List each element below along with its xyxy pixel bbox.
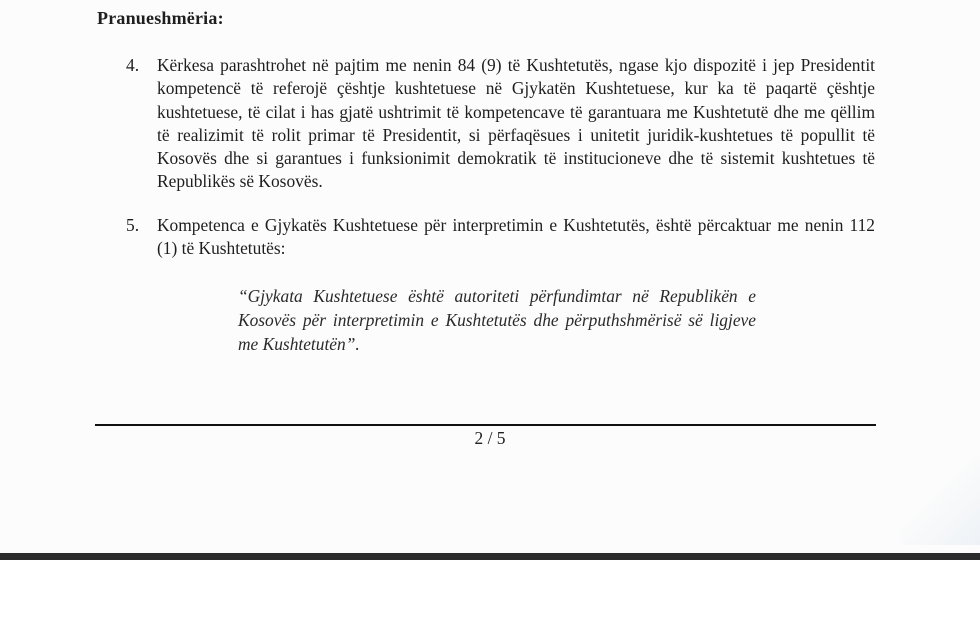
section-heading: Pranueshmëria: — [97, 8, 224, 28]
paragraph-number: 5. — [126, 215, 140, 235]
block-quote: “Gjykata Kushtetuese është autoriteti përfundimtar në Republikën e Kosovës për interpretimin e Kushtetutës dhe përputhshmërisë së ligjeve me Kushtetutën”. — [238, 286, 756, 354]
paragraph-number: 4. — [126, 55, 140, 75]
scan-shadow — [900, 455, 980, 545]
numbered-paragraph-4 — [126, 54, 875, 194]
paragraph-text: Kompetenca e Gjykatës Kushtetuese për interpretimin e Kushtetutës, është përcaktuar me nenin 112 (1) të Kushtetutës: — [157, 215, 875, 259]
footer-divider — [95, 424, 876, 426]
numbered-paragraph-5 — [126, 214, 875, 261]
page-number: 2 / 5 — [474, 428, 506, 448]
paragraph-text: Kërkesa parashtrohet në pajtim me nenin 84 (9) të Kushtetutës, ngase kjo dispozitë i jep Presidentit kompetencë të referojë çështje kushtetuese në Gjykatën Kushtetuese, kur ka të paqartë çështje kushtetuese, të cilat i has gjatë ushtrimit të kompetencave të garantuara me Kushtetutë dhe me qëllim të realizimit të rolit primar të Presidentit, si përfaqësues i unitetit juridik-kushtetues të popullit të Kosovës dhe si garantues i funksionimit demokratik të institucioneve dhe të sistemit kushtetues të Republikës së Kosovës. — [157, 55, 875, 192]
viewer-bottom-bar — [0, 553, 980, 560]
